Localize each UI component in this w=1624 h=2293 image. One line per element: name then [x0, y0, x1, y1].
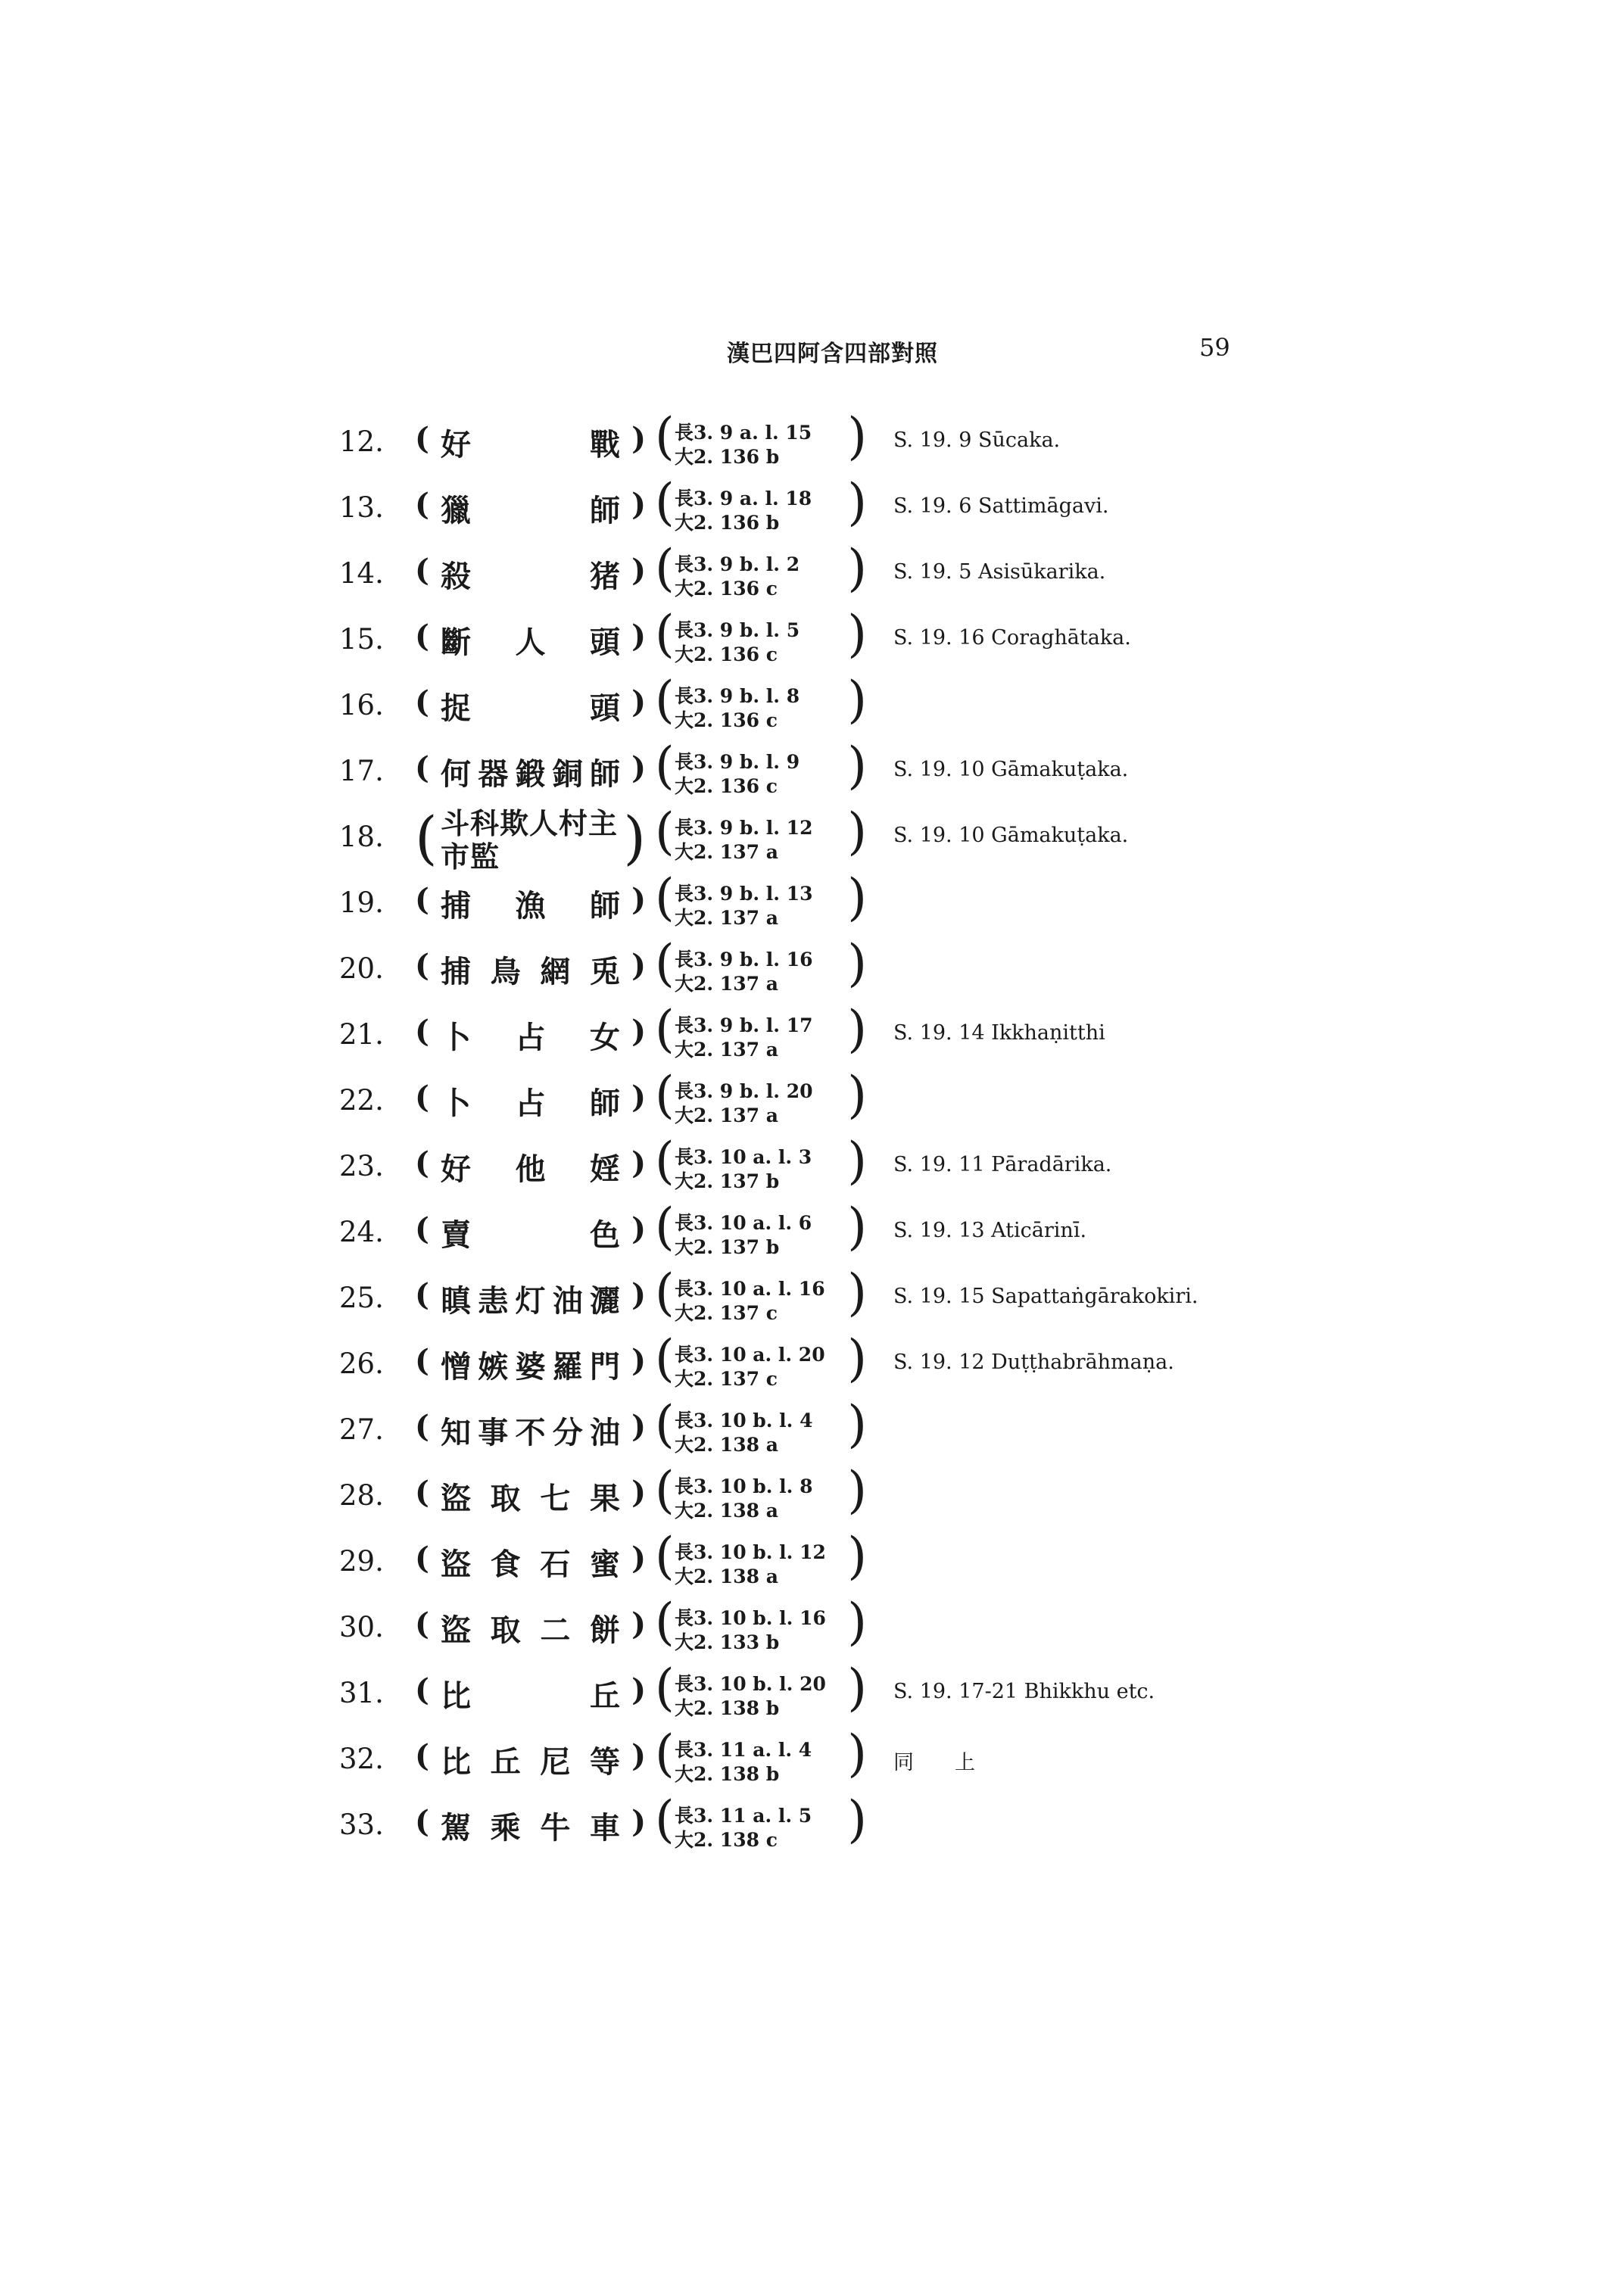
- entry-title-char: 果: [589, 1481, 620, 1516]
- entry-title: ( 好 他 婬 ): [415, 1145, 646, 1187]
- source-reference: ( 長3. 9 a. l. 18 大2. 136 b ): [655, 473, 867, 534]
- entry-number: 32.: [339, 1743, 384, 1775]
- entry-title-char: 占: [515, 1020, 546, 1055]
- entry-title-char: 嫉: [478, 1349, 509, 1385]
- agama-reference: 長3. 10 b. l. 12: [675, 1541, 826, 1563]
- entry-title-char: 好: [441, 427, 471, 463]
- entry-title-char: 二: [540, 1612, 571, 1648]
- entry-title: ( 憎 嫉 婆 羅 門 ): [415, 1343, 646, 1385]
- taisho-reference: 大2. 137 a: [675, 841, 778, 863]
- entry-row: [0, 1265, 1624, 1331]
- source-reference: ( 長3. 9 b. l. 8 大2. 136 c ): [655, 671, 867, 731]
- agama-reference: 長3. 10 a. l. 3: [675, 1146, 812, 1168]
- entry-number: 13.: [339, 491, 384, 524]
- entry-title: ( 盜 取 七 果 ): [415, 1475, 646, 1516]
- entry-row: [0, 409, 1624, 475]
- taisho-reference: 大2. 138 a: [675, 1434, 778, 1456]
- taisho-reference: 大2. 137 c: [675, 1302, 778, 1324]
- entry-row: [0, 1397, 1624, 1463]
- taisho-reference: 大2. 137 a: [675, 1039, 778, 1061]
- entry-number: 24.: [339, 1216, 384, 1248]
- entry-title-char: 師: [590, 493, 620, 528]
- entry-row: [0, 541, 1624, 606]
- entry-title: ( 斗科欺人村主 市監 ): [415, 804, 646, 874]
- entry-row: [0, 1331, 1624, 1397]
- entry-row: [0, 1726, 1624, 1792]
- entry-title-char: 占: [515, 1086, 546, 1121]
- source-reference: ( 長3. 9 b. l. 13 大2. 137 a ): [655, 868, 867, 929]
- entry-title: ( 卜 占 師 ): [415, 1080, 646, 1121]
- source-reference: ( 長3. 10 b. l. 8 大2. 138 a ): [655, 1461, 867, 1522]
- entry-title-char: 乘: [490, 1810, 521, 1846]
- entry-number: 23.: [339, 1150, 384, 1182]
- entry-title-char: 瞋: [441, 1283, 471, 1319]
- entry-title-char: 漁: [515, 888, 546, 924]
- entry-title-char: 憎: [441, 1349, 471, 1385]
- entry-title-char: 斗科欺人村主: [441, 806, 619, 840]
- entry-title-char: 兎: [589, 954, 620, 989]
- taisho-reference: 大2. 137 a: [675, 1104, 778, 1126]
- entry-row: [0, 1660, 1624, 1726]
- pali-parallel: S. 19. 14 Ikkhaṇitthi: [893, 1021, 1105, 1045]
- source-reference: ( 長3. 11 a. l. 4 大2. 138 b ): [655, 1724, 867, 1785]
- entry-title-char: 丘: [590, 1678, 620, 1714]
- agama-reference: 長3. 10 b. l. 4: [675, 1410, 813, 1432]
- entry-title-char: 捉: [441, 690, 471, 726]
- source-reference: ( 長3. 9 b. l. 16 大2. 137 a ): [655, 934, 867, 995]
- entry-title-char: 獵: [441, 493, 471, 528]
- entry-title-char: 鳥: [490, 954, 521, 989]
- entry-title: ( 好 戰 ): [415, 421, 646, 463]
- taisho-reference: 大2. 137 b: [675, 1170, 780, 1192]
- source-reference: ( 長3. 10 b. l. 20 大2. 138 b ): [655, 1659, 867, 1719]
- agama-reference: 長3. 9 b. l. 5: [675, 619, 800, 641]
- entry-title-char: 食: [490, 1547, 521, 1582]
- pali-parallel: 同 上: [893, 1751, 975, 1774]
- entry-number: 14.: [339, 557, 384, 590]
- entry-row: [0, 606, 1624, 672]
- entry-title-char: 戰: [590, 427, 620, 463]
- entry-title-char: 賣: [441, 1217, 471, 1253]
- entry-title-char: 殺: [441, 559, 471, 594]
- entry-title: ( 捕 鳥 網 兎 ): [415, 948, 646, 989]
- taisho-reference: 大2. 136 b: [675, 446, 780, 468]
- entry-title-char: 蜜: [589, 1547, 620, 1582]
- entry-row: [0, 870, 1624, 936]
- agama-reference: 長3. 9 a. l. 15: [675, 422, 812, 444]
- agama-reference: 長3. 10 b. l. 8: [675, 1475, 813, 1497]
- entry-title-char: 猪: [590, 559, 620, 594]
- agama-reference: 長3. 9 b. l. 17: [675, 1014, 813, 1036]
- entry-title: ( 何 器 鍛 銅 師 ): [415, 750, 646, 792]
- entry-number: 25.: [339, 1282, 384, 1314]
- agama-reference: 長3. 9 b. l. 20: [675, 1080, 813, 1102]
- entry-title-char: 何: [441, 756, 471, 792]
- pali-parallel: S. 19. 17-21 Bhikkhu etc.: [893, 1680, 1155, 1703]
- taisho-reference: 大2. 138 a: [675, 1500, 778, 1522]
- entry-title: ( 賣 色 ): [415, 1211, 646, 1253]
- entry-title-char: 鍛: [515, 756, 546, 792]
- entry-title-char: 卜: [441, 1020, 471, 1055]
- entry-row: [0, 738, 1624, 804]
- entry-title-char: 盜: [441, 1612, 471, 1648]
- entry-title-char: 婆: [515, 1349, 546, 1385]
- entry-number: 20.: [339, 952, 384, 985]
- taisho-reference: 大2. 138 b: [675, 1697, 780, 1719]
- entry-title: ( 駕 乘 牛 車 ): [415, 1804, 646, 1846]
- entry-row: [0, 1133, 1624, 1199]
- source-reference: ( 長3. 9 b. l. 2 大2. 136 c ): [655, 539, 867, 600]
- source-reference: ( 長3. 10 a. l. 3 大2. 137 b ): [655, 1132, 867, 1192]
- entry-number: 19.: [339, 886, 384, 919]
- source-reference: ( 長3. 10 b. l. 4 大2. 138 a ): [655, 1395, 867, 1456]
- entry-title-char: 取: [490, 1481, 521, 1516]
- entry-title-char: 師: [590, 1086, 620, 1121]
- taisho-reference: 大2. 137 a: [675, 973, 778, 995]
- entry-title-char: 知: [441, 1415, 471, 1450]
- agama-reference: 長3. 10 a. l. 16: [675, 1278, 825, 1300]
- page-number: 59: [1199, 333, 1230, 362]
- entry-number: 18.: [339, 821, 384, 853]
- taisho-reference: 大2. 138 b: [675, 1763, 780, 1785]
- entry-title: ( 瞋 恚 灯 油 灑 ): [415, 1277, 646, 1319]
- taisho-reference: 大2. 133 b: [675, 1631, 780, 1653]
- entry-number: 33.: [339, 1809, 384, 1841]
- entry-number: 26.: [339, 1347, 384, 1380]
- entry-title-char: 器: [478, 756, 509, 792]
- entry-title-char: 油: [552, 1283, 583, 1319]
- source-reference: ( 長3. 9 b. l. 17 大2. 137 a ): [655, 1000, 867, 1061]
- entry-row: [0, 802, 1624, 874]
- entry-row: [0, 1792, 1624, 1858]
- agama-reference: 長3. 10 b. l. 20: [675, 1673, 826, 1695]
- entry-title-char: 師: [590, 756, 620, 792]
- agama-reference: 長3. 11 a. l. 4: [675, 1739, 812, 1761]
- entry-title-char: 尼: [540, 1744, 571, 1780]
- entry-title-char: 駕: [441, 1810, 471, 1846]
- entry-title-char: 盜: [441, 1547, 471, 1582]
- agama-reference: 長3. 11 a. l. 5: [675, 1805, 812, 1827]
- entry-title-char: 車: [589, 1810, 620, 1846]
- pali-parallel: S. 19. 12 Duṭṭhabrāhmaṇa.: [893, 1351, 1174, 1374]
- entry-number: 16.: [339, 689, 384, 721]
- pali-parallel: S. 19. 9 Sūcaka.: [893, 428, 1061, 452]
- agama-reference: 長3. 9 a. l. 18: [675, 488, 812, 509]
- entry-number: 28.: [339, 1479, 384, 1512]
- entry-title-char: 羅: [552, 1349, 583, 1385]
- entry-number: 31.: [339, 1677, 384, 1709]
- entry-title: ( 知 事 不 分 油 ): [415, 1409, 646, 1450]
- source-reference: ( 長3. 10 b. l. 12 大2. 138 a ): [655, 1527, 867, 1587]
- entry-row: [0, 1067, 1624, 1133]
- pali-parallel: S. 19. 10 Gāmakuṭaka.: [893, 758, 1129, 781]
- entry-title-char: 捕: [441, 954, 471, 989]
- entry-title-char: 牛: [540, 1810, 571, 1846]
- agama-reference: 長3. 9 b. l. 9: [675, 751, 800, 773]
- source-reference: ( 長3. 10 a. l. 16 大2. 137 c ): [655, 1263, 867, 1324]
- entry-title-char: 不: [515, 1415, 546, 1450]
- entry-number: 21.: [339, 1018, 384, 1051]
- entry-row: [0, 1463, 1624, 1528]
- source-reference: ( 長3. 11 a. l. 5 大2. 138 c ): [655, 1790, 867, 1851]
- entry-title-char: 人: [515, 625, 546, 660]
- entry-title-char: 比: [441, 1744, 471, 1780]
- source-reference: ( 長3. 10 a. l. 6 大2. 137 b ): [655, 1198, 867, 1258]
- taisho-reference: 大2. 136 b: [675, 512, 780, 534]
- taisho-reference: 大2. 137 a: [675, 907, 778, 929]
- entry-number: 27.: [339, 1413, 384, 1446]
- entry-title-char: 餅: [589, 1612, 620, 1648]
- source-reference: ( 長3. 9 a. l. 15 大2. 136 b ): [655, 407, 867, 468]
- entry-title-char: 事: [478, 1415, 509, 1450]
- entry-title-char: 他: [515, 1151, 546, 1187]
- entry-title-char: 銅: [552, 756, 583, 792]
- pali-parallel: S. 19. 16 Coraghātaka.: [893, 626, 1131, 650]
- entry-number: 17.: [339, 755, 384, 787]
- entry-title-char: 油: [590, 1415, 620, 1450]
- entry-title-char: 頭: [590, 690, 620, 726]
- concordance-list: [0, 409, 1624, 1858]
- entry-title-char: 七: [540, 1481, 571, 1516]
- entry-title-char: 丘: [490, 1744, 521, 1780]
- entry-number: 30.: [339, 1611, 384, 1643]
- agama-reference: 長3. 9 b. l. 12: [675, 817, 813, 839]
- pali-parallel: S. 19. 15 Sapattaṅgārakokiri.: [893, 1285, 1199, 1308]
- entry-number: 15.: [339, 623, 384, 656]
- source-reference: ( 長3. 9 b. l. 5 大2. 136 c ): [655, 605, 867, 665]
- taisho-reference: 大2. 136 c: [675, 643, 778, 665]
- agama-reference: 長3. 9 b. l. 13: [675, 883, 813, 905]
- taisho-reference: 大2. 138 c: [675, 1829, 778, 1851]
- entry-row: [0, 1199, 1624, 1265]
- entry-title-char: 恚: [478, 1283, 509, 1319]
- source-reference: ( 長3. 10 b. l. 16 大2. 133 b ): [655, 1593, 867, 1653]
- taisho-reference: 大2. 138 a: [675, 1566, 778, 1587]
- taisho-reference: 大2. 136 c: [675, 578, 778, 600]
- entry-row: [0, 1528, 1624, 1594]
- source-reference: ( 長3. 9 b. l. 20 大2. 137 a ): [655, 1066, 867, 1126]
- source-reference: ( 長3. 10 a. l. 20 大2. 137 c ): [655, 1329, 867, 1390]
- entry-title-char: 色: [590, 1217, 620, 1253]
- source-reference: ( 長3. 9 b. l. 9 大2. 136 c ): [655, 737, 867, 797]
- entry-title-char: 斷: [441, 625, 471, 660]
- entry-row: [0, 936, 1624, 1002]
- entry-title-char: 網: [540, 954, 571, 989]
- agama-reference: 長3. 10 a. l. 20: [675, 1344, 825, 1366]
- entry-title-char: 頭: [590, 625, 620, 660]
- entry-number: 12.: [339, 425, 384, 458]
- pali-parallel: S. 19. 10 Gāmakuṭaka.: [893, 824, 1129, 847]
- entry-title: ( 捉 頭 ): [415, 684, 646, 726]
- taisho-reference: 大2. 137 c: [675, 1368, 778, 1390]
- entry-title-char: 捕: [441, 888, 471, 924]
- entry-title: ( 比 丘 ): [415, 1672, 646, 1714]
- taisho-reference: 大2. 137 b: [675, 1236, 780, 1258]
- agama-reference: 長3. 10 b. l. 16: [675, 1607, 826, 1629]
- entry-title-char: 分: [552, 1415, 583, 1450]
- entry-title-char: 比: [441, 1678, 471, 1714]
- entry-title-char: 師: [590, 888, 620, 924]
- entry-title: ( 比 丘 尼 等 ): [415, 1738, 646, 1780]
- entry-title: ( 盜 食 石 蜜 ): [415, 1541, 646, 1582]
- entry-title-char: 盜: [441, 1481, 471, 1516]
- entry-title-char: 市監: [441, 840, 500, 874]
- entry-title: ( 斷 人 頭 ): [415, 618, 646, 660]
- taisho-reference: 大2. 136 c: [675, 775, 778, 797]
- entry-row: [0, 672, 1624, 738]
- entry-title-char: 灯: [515, 1283, 546, 1319]
- entry-number: 22.: [339, 1084, 384, 1117]
- entry-title-char: 好: [441, 1151, 471, 1187]
- pali-parallel: S. 19. 13 Aticārinī.: [893, 1219, 1087, 1242]
- entry-title-char: 石: [540, 1547, 571, 1582]
- pali-parallel: S. 19. 5 Asisūkarika.: [893, 560, 1106, 584]
- entry-title-char: 取: [490, 1612, 521, 1648]
- entry-title-char: 女: [590, 1020, 620, 1055]
- agama-reference: 長3. 9 b. l. 8: [675, 685, 800, 707]
- entry-title-char: 婬: [590, 1151, 620, 1187]
- entry-title-char: 門: [590, 1349, 620, 1385]
- entry-row: [0, 1002, 1624, 1067]
- agama-reference: 長3. 10 a. l. 6: [675, 1212, 812, 1234]
- pali-parallel: S. 19. 6 Sattimāgavi.: [893, 494, 1109, 518]
- entry-title: ( 捕 漁 師 ): [415, 882, 646, 924]
- entry-row: [0, 1594, 1624, 1660]
- entry-title: ( 卜 占 女 ): [415, 1014, 646, 1055]
- entry-title: ( 殺 猪 ): [415, 553, 646, 594]
- pali-parallel: S. 19. 11 Pāradārika.: [893, 1153, 1112, 1176]
- taisho-reference: 大2. 136 c: [675, 709, 778, 731]
- source-reference: ( 長3. 9 b. l. 12 大2. 137 a ): [655, 802, 867, 863]
- entry-title-char: 等: [589, 1744, 620, 1780]
- entry-title-char: 灑: [590, 1283, 620, 1319]
- entry-title: ( 盜 取 二 餅 ): [415, 1606, 646, 1648]
- agama-reference: 長3. 9 b. l. 2: [675, 553, 800, 575]
- running-title: 漢巴四阿含四部對照: [727, 341, 938, 367]
- agama-reference: 長3. 9 b. l. 16: [675, 949, 813, 970]
- entry-title-char: 卜: [441, 1086, 471, 1121]
- entry-title: ( 獵 師 ): [415, 487, 646, 528]
- entry-row: [0, 475, 1624, 541]
- entry-number: 29.: [339, 1545, 384, 1578]
